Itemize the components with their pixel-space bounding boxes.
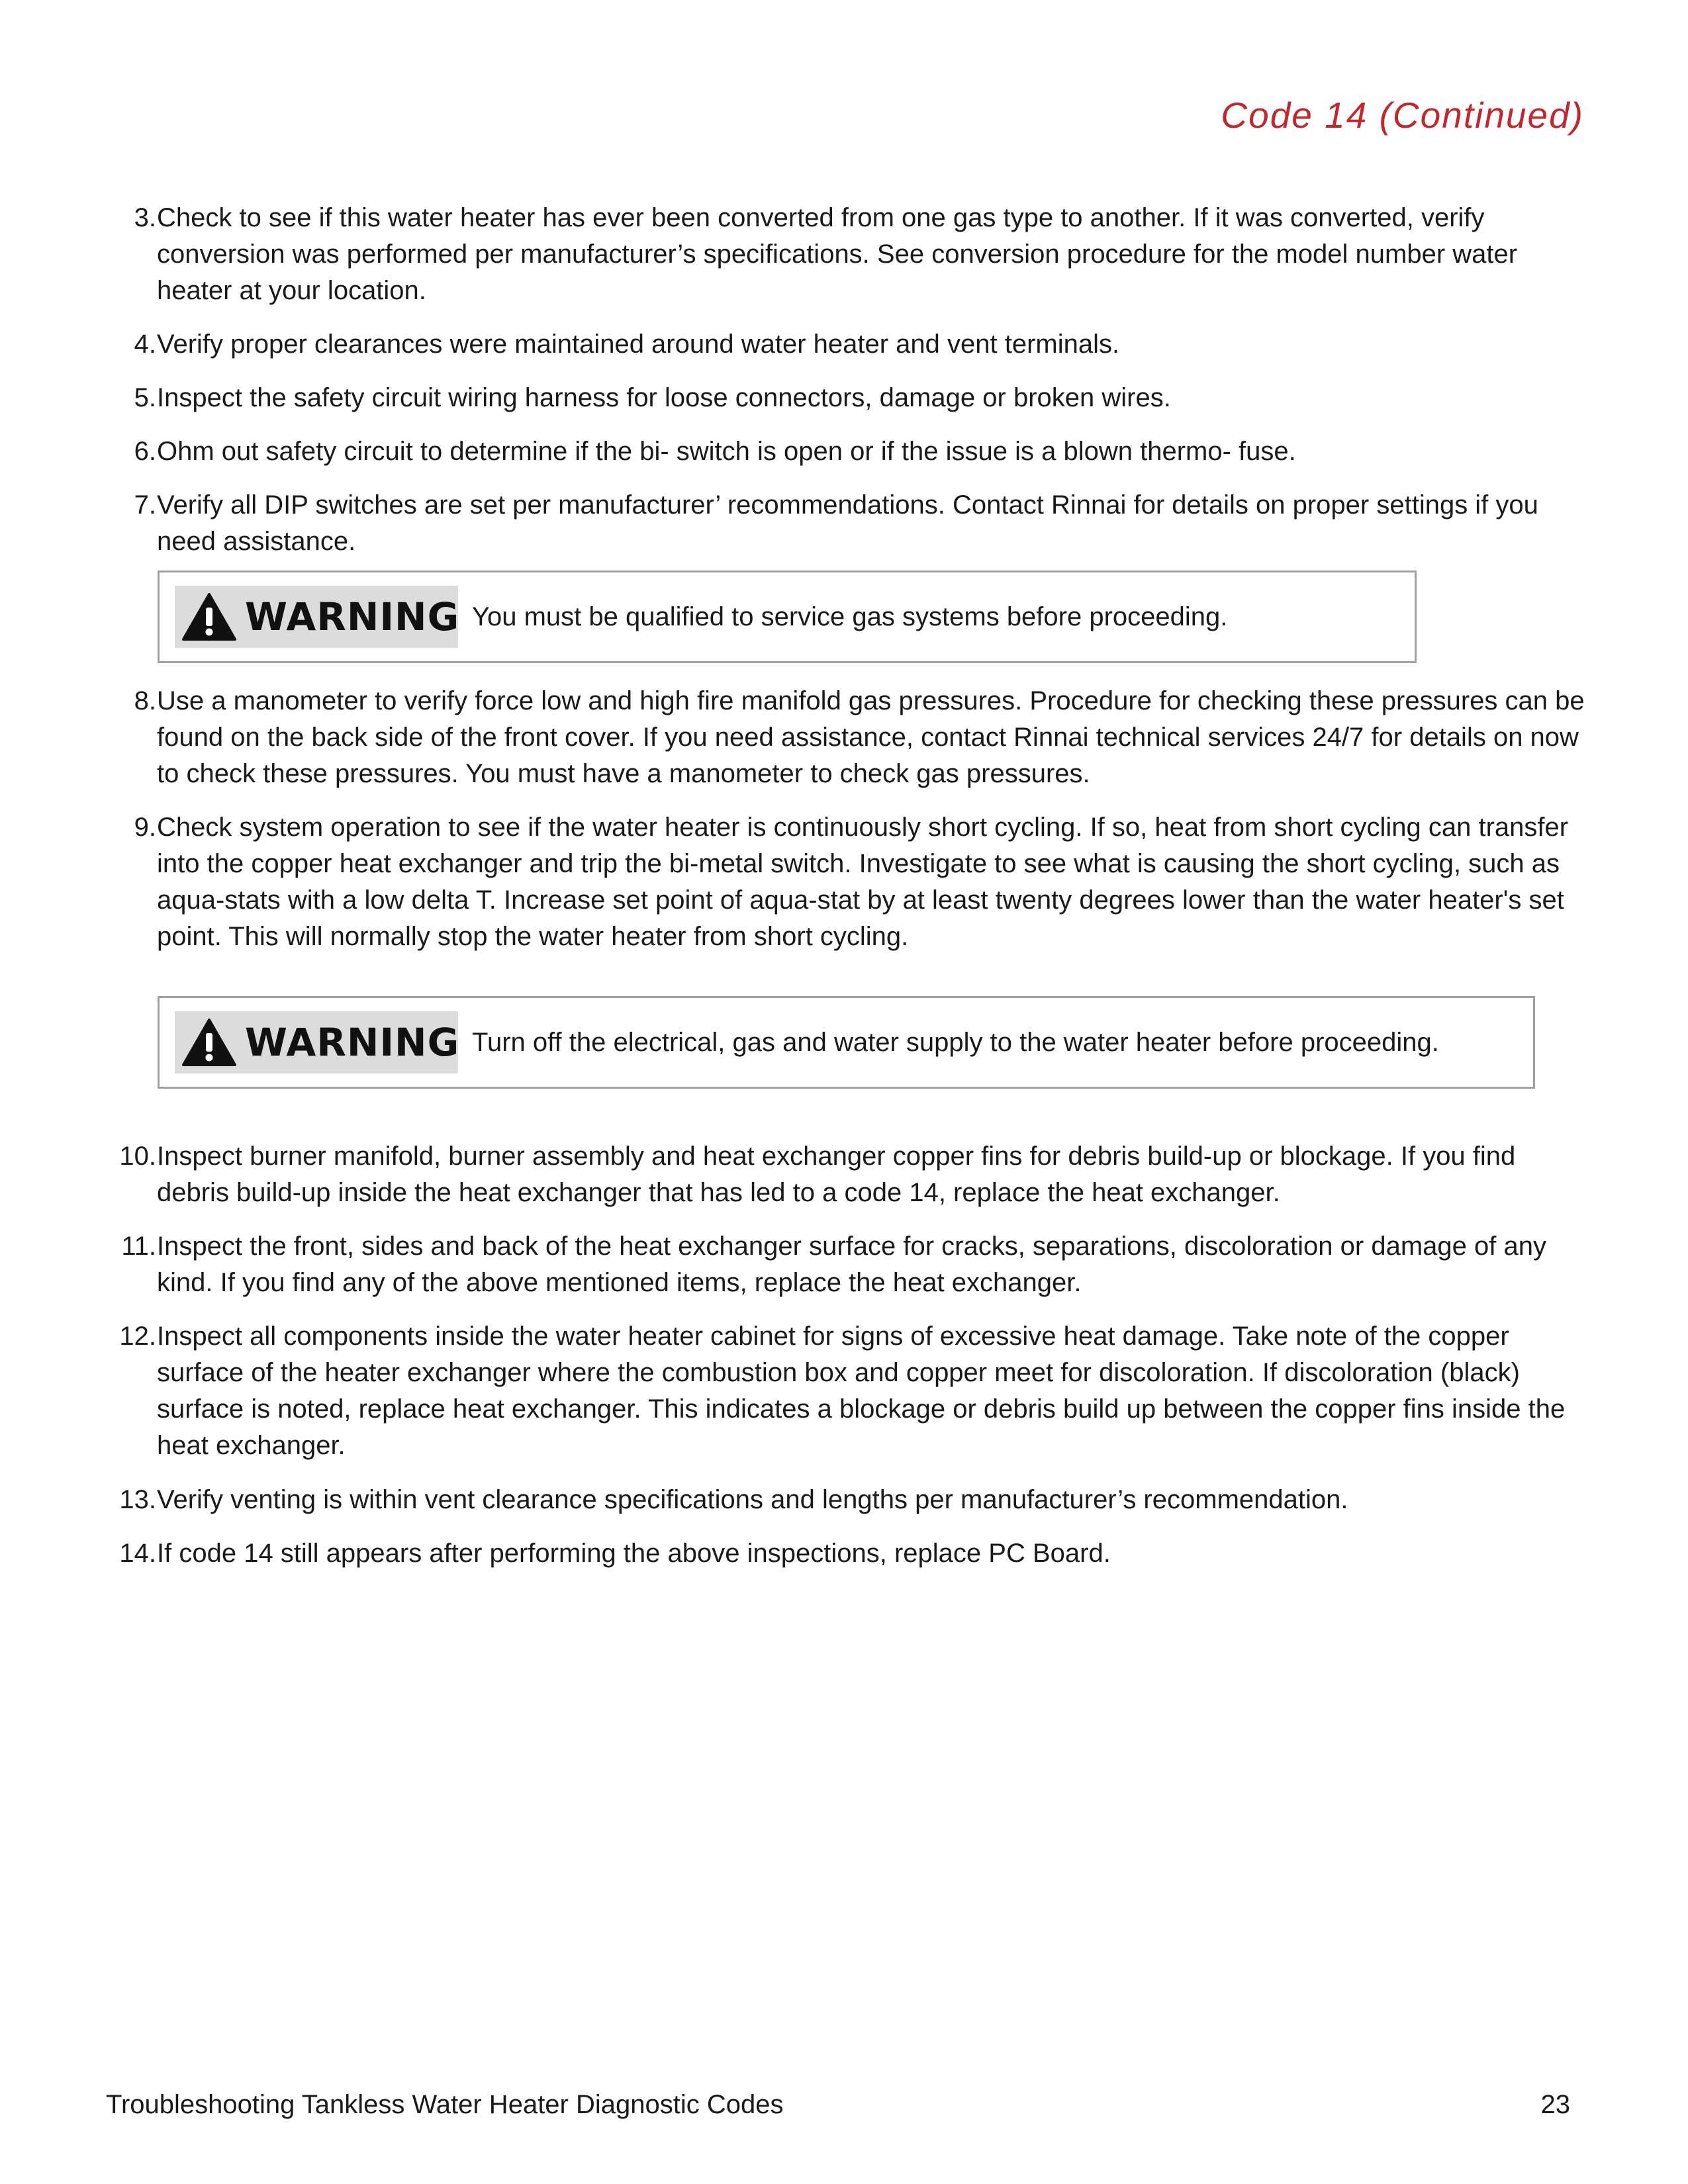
list-item-number: 5. bbox=[134, 383, 156, 412]
list-item-text: Verify all DIP switches are set per manufacturer’ recommendations. Contact Rinnai for details on proper settings if you need assistance. bbox=[157, 490, 1538, 556]
warning-text: Turn off the electrical, gas and water supply to the water heater before proceeding. bbox=[472, 1027, 1439, 1057]
list-item-text: Check to see if this water heater has ever been converted from one gas type to another. If it was converted, verify conversion was performed per manufacturer’s specifications. See conversion procedure for the model number water heater at your location. bbox=[157, 203, 1518, 305]
list-item-text: Inspect burner manifold, burner assembly and heat exchanger copper fins for debris build-up or blockage. If you find debris build-up inside the heat exchanger that has led to a code 14, replace the heat exchanger. bbox=[157, 1142, 1516, 1207]
list-item bbox=[106, 326, 1589, 363]
list-item-text: Inspect the safety circuit wiring harness for loose connectors, damage or broken wires. bbox=[157, 383, 1171, 412]
list-item-text: Use a manometer to verify force low and high fire manifold gas pressures. Procedure for checking these pressures can be found on the back side of the front cover. If you need assistance, contact Rinnai technical services 24/7 for details on now to check these pressures. You must have a manometer to check gas pressures. bbox=[157, 686, 1585, 788]
list-item-number: 10. bbox=[119, 1142, 156, 1171]
warning-word: WARNING bbox=[245, 1020, 460, 1065]
list-item bbox=[106, 683, 1589, 792]
list-item-text: Check system operation to see if the water heater is continuously short cycling. If so, heat from short cycling can transfer into the copper heat exchanger and trip the bi-metal switch. Investigate to see what is causing the short cycling, such as aqua-stats with a low delta T. Increase set point of aqua-stat by at least twenty degrees lower than the water heater's set point. This will normally stop the water heater from short cycling. bbox=[157, 813, 1569, 951]
list-item bbox=[106, 1138, 1589, 1211]
list-item bbox=[106, 1318, 1589, 1464]
warning-box bbox=[158, 570, 1417, 663]
list-item bbox=[106, 1228, 1589, 1301]
footer-title: Troubleshooting Tankless Water Heater Diagnostic Codes bbox=[106, 2090, 784, 2119]
list-item-number: 6. bbox=[134, 437, 156, 466]
list-item-text: Verify proper clearances were maintained around water heater and vent terminals. bbox=[157, 330, 1120, 359]
warning-triangle-icon bbox=[181, 592, 237, 642]
warning-box bbox=[158, 996, 1535, 1089]
list-item bbox=[106, 200, 1589, 309]
list-item-number: 11. bbox=[121, 1232, 156, 1261]
list-item-text: Ohm out safety circuit to determine if the bi- switch is open or if the issue is a blown thermo- fuse. bbox=[157, 437, 1296, 466]
list-item bbox=[106, 1535, 1589, 1572]
warning-triangle-icon bbox=[181, 1017, 237, 1068]
list-item bbox=[106, 809, 1589, 955]
list-item-text: Inspect all components inside the water heater cabinet for signs of excessive heat damage. Take note of the copper surface of the heater exchanger where the combustion box and copper meet for discoloration. If discoloration (black) surface is noted, replace heat exchanger. This indicates a blockage or debris build up between the copper fins inside the heat exchanger. bbox=[157, 1322, 1566, 1460]
list-item bbox=[106, 380, 1589, 416]
list-item-text: Inspect the front, sides and back of the heat exchanger surface for cracks, separations, discoloration or damage of any kind. If you find any of the above mentioned items, replace the heat exchanger. bbox=[157, 1232, 1546, 1297]
list-item-text: Verify venting is within vent clearance specifications and lengths per manufacturer’s recommendation. bbox=[157, 1485, 1348, 1514]
page-title: Code 14 (Continued) bbox=[1221, 95, 1584, 136]
list-item-text: If code 14 still appears after performing the above inspections, replace PC Board. bbox=[157, 1539, 1111, 1568]
page-number: 23 bbox=[1540, 2090, 1570, 2119]
list-item-number: 9. bbox=[134, 813, 156, 842]
list-item bbox=[106, 433, 1589, 470]
warning-text: You must be qualified to service gas systems before proceeding. bbox=[472, 602, 1228, 631]
list-item bbox=[106, 487, 1589, 560]
warning-label bbox=[175, 586, 458, 648]
list-item-number: 7. bbox=[134, 490, 156, 520]
list-item-number: 13. bbox=[119, 1485, 156, 1514]
list-item bbox=[106, 1482, 1589, 1518]
list-item-number: 4. bbox=[134, 330, 156, 359]
list-item-number: 3. bbox=[134, 203, 156, 232]
list-item-number: 12. bbox=[119, 1322, 156, 1351]
warning-word: WARNING bbox=[245, 594, 460, 639]
list-item-number: 8. bbox=[134, 686, 156, 715]
list-item-number: 14. bbox=[119, 1539, 156, 1568]
warning-label bbox=[175, 1011, 458, 1073]
